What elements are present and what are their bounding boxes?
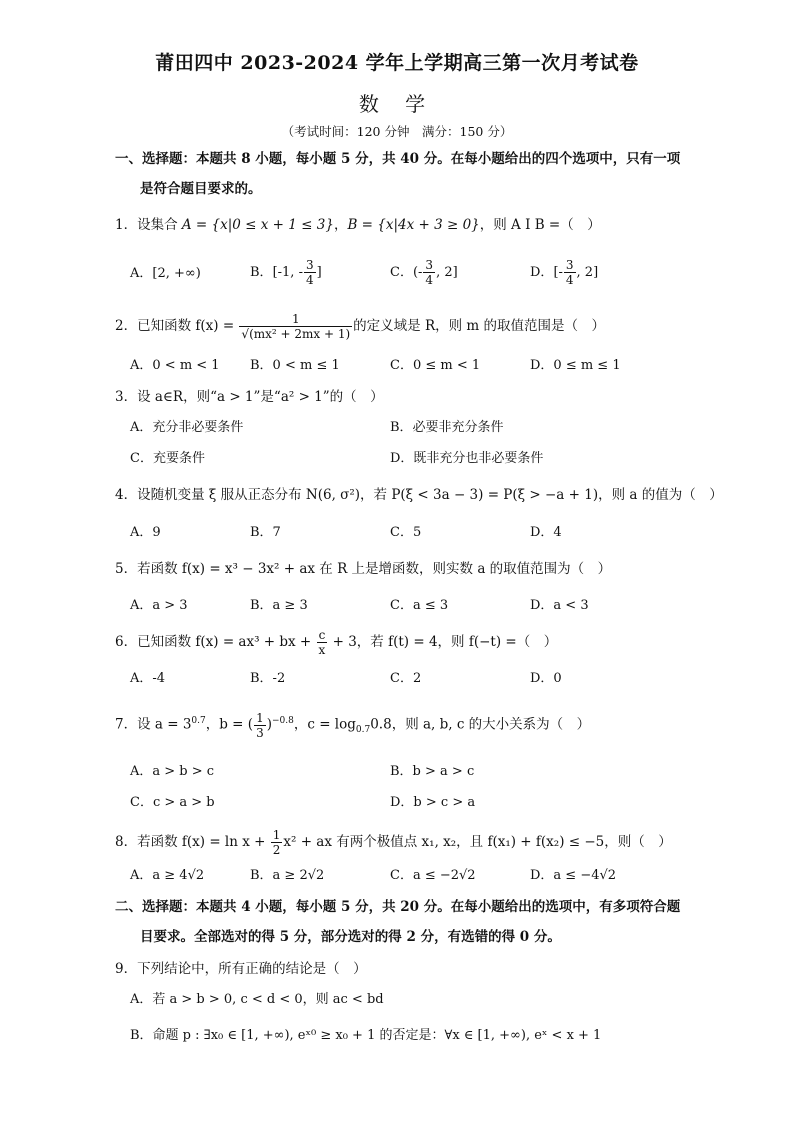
- q4-option-c: C．5: [390, 525, 422, 540]
- q6-post: + 3，若 f(t) = 4，则 f(−t) =（ ）: [328, 634, 558, 650]
- q7-mid2: ): [266, 716, 272, 733]
- q1-options: [130, 258, 690, 294]
- question-9: 9．下列结论中，所有正确的结论是（ ）: [115, 961, 367, 977]
- question-6: [115, 628, 695, 657]
- exam-title: 莆田四中 2023-2024 学年上学期高三第一次月考试卷: [155, 52, 639, 74]
- question-1: [115, 214, 695, 236]
- q8-num: 1: [272, 828, 281, 842]
- q1-d-label: D．: [530, 265, 554, 280]
- q2-option-b: B．0 < m ≤ 1: [250, 358, 340, 373]
- q8-post: x² + ax 有两个极值点 x₁, x₂，且 f(x₁) + f(x₂) ≤ −5，则（ ）: [283, 834, 672, 850]
- q6-pre: 6．已知函数 f(x) = ax³ + bx +: [115, 634, 316, 650]
- question-8: [115, 828, 695, 857]
- q1-option-d: [530, 258, 598, 287]
- q9-option-b: B．命题 p : ∃x₀ ∈ [1, +∞), eˣ⁰ ≥ x₀ + 1 的否定是：∀x ∈ [1, +∞), eˣ < x + 1: [130, 1028, 602, 1043]
- q4-option-b: B．7: [250, 525, 281, 540]
- q1-c-den: 4: [425, 273, 434, 287]
- section-1-line-2: 是符合题目要求的。: [140, 181, 262, 197]
- q4-option-a: A．9: [130, 525, 161, 540]
- q1-b-left: [-1, -: [272, 265, 303, 280]
- q1-d-num: 3: [565, 258, 574, 272]
- q1-a-value: [2, +∞): [152, 266, 201, 281]
- q1-mid: ，: [333, 217, 348, 233]
- q6-option-d: D．0: [530, 671, 562, 686]
- q1-b-fraction: [304, 258, 316, 287]
- q1-option-a: [130, 264, 201, 284]
- q1-c-num: 3: [425, 258, 434, 272]
- q6-option-c: C．2: [390, 671, 422, 686]
- section-2-line-2: 目要求。全部选对的得 5 分，部分选对的得 2 分，有选错的得 0 分。: [140, 929, 561, 945]
- q8-den: 2: [272, 843, 281, 857]
- q1-d-left: [-: [553, 265, 563, 280]
- q7-option-a: A．a > b > c: [130, 764, 215, 779]
- q7-exp-b: −0.8: [271, 716, 294, 726]
- q5-option-d: D．a < 3: [530, 598, 589, 613]
- q3-option-c: C．充要条件: [130, 451, 205, 466]
- q1-d-right: , 2]: [576, 265, 599, 280]
- q2-num: 1: [239, 312, 352, 327]
- q1-option-c: [390, 258, 458, 287]
- q7-num: 1: [256, 710, 264, 725]
- section-1-line-1: 一、选择题：本题共 8 小题，每小题 5 分，共 40 分。在每小题给出的四个选项中，只有一项: [115, 151, 681, 167]
- q7-post2: 0.8，则 a, b, c 的大小关系为（ ）: [370, 716, 591, 733]
- q6-den: x: [318, 643, 326, 657]
- q8-option-d: D．a ≤ −4√2: [530, 868, 617, 883]
- q1-c-left: (-: [412, 265, 423, 280]
- section-2-header: [115, 892, 690, 952]
- q1-c-right: , 2]: [436, 265, 458, 280]
- q7-den: 3: [256, 725, 264, 740]
- q8-option-c: C．a ≤ −2√2: [390, 868, 476, 883]
- q7-option-d: D．b > c > a: [390, 795, 476, 810]
- question-5: 5．若函数 f(x) = x³ − 3x² + ax 在 R 上是增函数，则实数 a 的取值范围为（ ）: [115, 561, 612, 577]
- section-1-header: [115, 144, 690, 204]
- q7-sub-c: 0.7: [355, 725, 371, 736]
- q1-b-num: 3: [305, 258, 314, 272]
- q4-option-d: D．4: [530, 525, 562, 540]
- q5-option-a: A．a > 3: [130, 598, 188, 613]
- q7-mid1: ，b = (: [205, 716, 254, 733]
- q3-option-b: B．必要非充分条件: [390, 420, 504, 435]
- q1-pre: 1．设集合: [115, 217, 182, 233]
- q1-set-b: B = {x|4x + 3 ≥ 0}: [347, 217, 480, 233]
- q5-option-b: B．a ≥ 3: [250, 598, 308, 613]
- q3-option-a: A．充分非必要条件: [130, 420, 244, 435]
- q7-exp-a: 0.7: [191, 716, 206, 726]
- q5-option-c: C．a ≤ 3: [390, 598, 449, 613]
- q8-option-a: A．a ≥ 4√2: [130, 868, 205, 883]
- q2-option-d: D．0 ≤ m ≤ 1: [530, 358, 621, 373]
- q1-b-label: B．: [250, 265, 273, 280]
- q8-fraction: [271, 828, 283, 857]
- q2-option-c: C．0 ≤ m < 1: [390, 358, 481, 373]
- q6-num: c: [317, 628, 328, 643]
- question-4: 4．设随机变量 ξ 服从正态分布 N(6, σ²)，若 P(ξ < 3a − 3) = P(ξ > −a + 1)，则 a 的值为（ ）: [115, 487, 723, 503]
- q9-option-a: A．若 a > b > 0, c < d < 0，则 ac < bd: [130, 992, 384, 1007]
- q7-option-c: C．c > a > b: [130, 795, 215, 810]
- question-3: 3．设 a∈R，则“a > 1”是“a² > 1”的（ ）: [115, 389, 384, 405]
- q1-c-fraction: [423, 258, 435, 287]
- q1-b-right: ]: [316, 265, 322, 280]
- section-2-line-1: 二、选择题：本题共 4 小题，每小题 5 分，共 20 分。在每小题给出的选项中，有多项符合题: [115, 899, 681, 915]
- q1-set-a: A = {x|0 ≤ x + 1 ≤ 3}: [181, 217, 334, 233]
- q6-option-a: A．-4: [130, 671, 166, 686]
- q1-b-den: 4: [305, 273, 314, 287]
- q7-fraction: [254, 711, 266, 740]
- q1-post: ，则 A I B =（ ）: [479, 217, 601, 233]
- question-2: [115, 312, 695, 341]
- q2-fraction: [239, 312, 352, 341]
- q1-a-label: A．: [130, 266, 153, 281]
- q7-post: ，c = log: [293, 716, 356, 733]
- q1-option-b: [250, 258, 322, 287]
- q7-option-b: B．b > a > c: [390, 764, 475, 779]
- q2-option-a: A．0 < m < 1: [130, 358, 220, 373]
- q2-post: 的定义域是 R，则 m 的取值范围是（ ）: [353, 318, 606, 334]
- q6-option-b: B．-2: [250, 671, 286, 686]
- q1-d-den: 4: [565, 273, 574, 287]
- question-7: [115, 710, 695, 741]
- q2-pre: 2．已知函数 f(x) =: [115, 318, 239, 334]
- q1-d-fraction: [564, 258, 576, 287]
- q7-pre: 7．设 a = 3: [115, 716, 192, 733]
- q1-c-label: C．: [390, 265, 413, 280]
- exam-meta: （考试时间：120 分钟 满分：150 分）: [281, 124, 513, 139]
- q8-pre: 8．若函数 f(x) = ln x +: [115, 834, 270, 850]
- q8-option-b: B．a ≥ 2√2: [250, 868, 325, 883]
- exam-subject: 数 学: [358, 92, 436, 116]
- q6-fraction: [317, 628, 328, 657]
- q3-option-d: D．既非充分也非必要条件: [390, 451, 544, 466]
- q2-den: √(mx² + 2mx + 1): [241, 327, 351, 341]
